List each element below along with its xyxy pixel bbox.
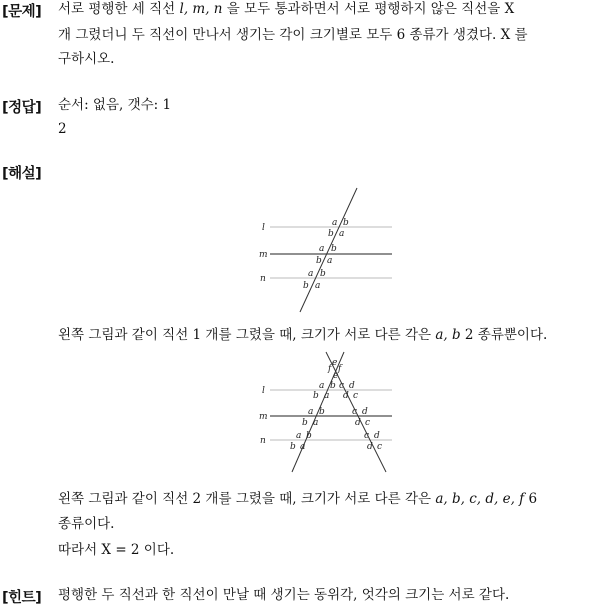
answer-label: [정답] [2,100,42,116]
angle-d: d [367,442,373,452]
angle-a: a [300,442,306,452]
angle-d: d [362,407,368,417]
angle-a: a [319,381,325,391]
fig1-caption: 왼쪽 그림과 같이 직선 1 개를 그렸을 때, 크기가 서로 다른 각은 a, b 2 종류뿐이다. [58,327,548,343]
figure-two-transversals [252,348,412,478]
angle-c: c [353,391,359,401]
angle-f: f [338,364,342,374]
angle-d: d [355,418,361,428]
line-m-label: m [259,412,268,422]
angle-a: a [339,229,345,239]
angle-d: d [343,391,349,401]
angle-c: c [364,431,370,441]
angle-d: d [374,431,380,441]
angle-a: a [315,281,321,291]
problem-label: [문제] [2,4,42,20]
angle-a: a [313,418,319,428]
angle-b: b [313,391,319,401]
figure-one-transversal [252,186,412,316]
angle-b: b [319,407,325,417]
hint-text: 평행한 두 직선과 한 직선이 만날 때 생기는 동위각, 엇각의 크기는 서로 같다. [58,587,510,603]
angle-b: b [302,418,308,428]
fig2-caption: 왼쪽 그림과 같이 직선 2 개를 그렸을 때, 크기가 서로 다른 각은 a, b, c, d, e, f 6 [58,491,538,507]
angle-b: b [290,442,296,452]
problem-line-1: 서로 평행한 세 직선 l, m, n 을 모두 통과하면서 서로 평행하지 않은 직선을 X [58,1,515,17]
answer-line-1: 순서: 없음, 갯수: 1 [58,97,172,113]
angle-a: a [319,244,325,254]
angle-f: f [328,364,332,374]
line-n-label: n [260,436,266,446]
angle-b: b [316,256,322,266]
angle-a: a [327,256,333,266]
angle-a: a [296,431,302,441]
angle-a: a [324,391,330,401]
angle-b: b [320,269,326,279]
line-l-label: l [262,223,265,233]
angle-d: d [349,381,355,391]
explanation-label: [해설] [2,166,42,182]
angle-b: b [331,244,337,254]
angle-b: b [330,381,336,391]
angle-e: e [332,358,338,368]
angle-a: a [308,269,314,279]
fig2-caption-line-2: 종류이다. [58,516,115,532]
angle-b: b [306,431,312,441]
angle-c: c [352,407,358,417]
angle-c: c [339,381,345,391]
answer-line-2: 2 [58,121,67,137]
hint-label: [힌트] [2,590,42,606]
angle-b: b [303,281,309,291]
angle-c: c [377,442,383,452]
angle-a: a [308,407,314,417]
angle-c: c [365,418,371,428]
line-m-label: m [259,250,268,260]
angle-a: a [332,218,338,228]
problem-line-2: 개 그렸더니 두 직선이 만나서 생기는 각이 크기별로 모두 6 종류가 생겼다. X 를 [58,27,528,43]
angle-b: b [343,218,349,228]
angle-e: e [333,371,339,381]
problem-line-3: 구하시오. [58,51,115,67]
line-l-label: l [262,386,265,396]
line-n-label: n [260,274,266,284]
angle-b: b [328,229,334,239]
conclusion: 따라서 X = 2 이다. [58,542,175,558]
